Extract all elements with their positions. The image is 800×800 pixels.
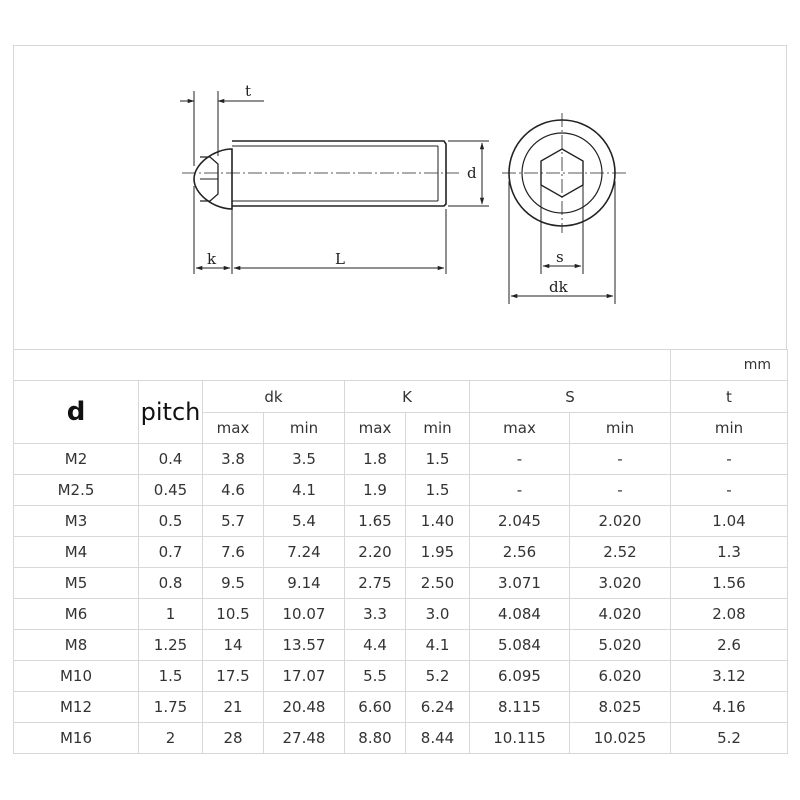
table-cell: 2.045 [470,506,570,537]
table-cell: 2.52 [570,537,671,568]
drawing-frame [13,45,787,350]
table-cell: 17.5 [203,661,264,692]
table-cell: 1.8 [345,444,406,475]
table-cell: 1.04 [671,506,788,537]
table-row [14,537,788,568]
table-cell: - [470,475,570,506]
label-k: k [207,250,217,268]
units-row [14,350,788,381]
screw-side-view [182,141,459,209]
table-cell: 3.5 [264,444,345,475]
subheader-K-max: max [345,413,406,444]
header-dk: dk [203,381,345,413]
table-cell: 1.65 [345,506,406,537]
table-cell: 7.24 [264,537,345,568]
label-t: t [245,82,252,100]
table-cell: 10.025 [570,723,671,754]
table-cell: 13.57 [264,630,345,661]
table-cell: 1.9 [345,475,406,506]
table-cell: 14 [203,630,264,661]
table-cell: M5 [14,568,139,599]
table-cell: 1.56 [671,568,788,599]
table-cell: M10 [14,661,139,692]
table-cell: 5.4 [264,506,345,537]
subheader-dk-min: min [264,413,345,444]
button-head-screw-drawing [14,46,788,351]
table-cell: - [570,444,671,475]
table-cell: 1.75 [139,692,203,723]
table-cell: 3.8 [203,444,264,475]
table-row [14,692,788,723]
table-cell: M2 [14,444,139,475]
table-cell: 1.5 [139,661,203,692]
table-cell: M4 [14,537,139,568]
units-label: mm [671,350,788,381]
table-cell: M8 [14,630,139,661]
table-row [14,568,788,599]
table-cell: 2.08 [671,599,788,630]
table-cell: 5.2 [406,661,470,692]
table-cell: 9.5 [203,568,264,599]
table-cell: 0.8 [139,568,203,599]
table-cell: 0.5 [139,506,203,537]
header-d: d [14,381,139,444]
table-cell: M2.5 [14,475,139,506]
table-cell: - [671,444,788,475]
table-row [14,506,788,537]
subheader-K-min: min [406,413,470,444]
header-t: t [671,381,788,413]
table-cell: 20.48 [264,692,345,723]
table-cell: 2.6 [671,630,788,661]
table-row [14,599,788,630]
table-cell: 6.24 [406,692,470,723]
table-cell: 10.5 [203,599,264,630]
table-cell: 9.14 [264,568,345,599]
subheader-S-min: min [570,413,671,444]
label-dk: dk [549,278,568,296]
table-row [14,723,788,754]
label-s: s [556,248,564,266]
table-cell: 27.48 [264,723,345,754]
table-cell: 3.12 [671,661,788,692]
table-cell: 0.4 [139,444,203,475]
label-L: L [335,250,345,268]
header-S: S [470,381,671,413]
subheader-S-max: max [470,413,570,444]
table-cell: 3.020 [570,568,671,599]
table-cell: M3 [14,506,139,537]
header-pitch: pitch [139,381,203,444]
table-cell: 8.115 [470,692,570,723]
dimension-table [13,349,788,754]
table-cell: 1.25 [139,630,203,661]
table-cell: 4.1 [264,475,345,506]
table-cell: 3.0 [406,599,470,630]
table-cell: 2.20 [345,537,406,568]
table-cell: 5.020 [570,630,671,661]
table-cell: - [671,475,788,506]
header-K: K [345,381,470,413]
table-cell: 4.084 [470,599,570,630]
dim-t [180,91,264,166]
table-cell: 3.3 [345,599,406,630]
table-cell: - [570,475,671,506]
table-cell: 28 [203,723,264,754]
table-cell: 2.56 [470,537,570,568]
table-row [14,661,788,692]
table-cell: 8.44 [406,723,470,754]
table-cell: M6 [14,599,139,630]
table-cell: 0.45 [139,475,203,506]
table-cell: 1.5 [406,475,470,506]
table-cell: 2.50 [406,568,470,599]
table-cell: 1 [139,599,203,630]
table-row [14,444,788,475]
table-cell: - [470,444,570,475]
table-cell: 2.020 [570,506,671,537]
table-row [14,475,788,506]
screw-end-view [502,113,626,233]
table-cell: 10.07 [264,599,345,630]
table-cell: 8.80 [345,723,406,754]
table-cell: 6.020 [570,661,671,692]
table-cell: 10.115 [470,723,570,754]
table-cell: 5.5 [345,661,406,692]
table-cell: 21 [203,692,264,723]
table-cell: 4.6 [203,475,264,506]
table-cell: 4.020 [570,599,671,630]
table-cell: 5.7 [203,506,264,537]
table-cell: 6.60 [345,692,406,723]
table-cell: 0.7 [139,537,203,568]
label-d: d [467,164,477,182]
subheader-dk-max: max [203,413,264,444]
table-cell: 2 [139,723,203,754]
table-cell: 4.16 [671,692,788,723]
table-cell: 1.5 [406,444,470,475]
header-row [14,381,788,413]
table-cell: 3.071 [470,568,570,599]
table-cell: M12 [14,692,139,723]
table-cell: 2.75 [345,568,406,599]
table-cell: 4.4 [345,630,406,661]
table-cell: 1.95 [406,537,470,568]
table-cell: 5.084 [470,630,570,661]
screw-shank [232,141,446,206]
table-cell: 17.07 [264,661,345,692]
table-row [14,630,788,661]
table-cell: 5.2 [671,723,788,754]
table-cell: 8.025 [570,692,671,723]
table-cell: 1.40 [406,506,470,537]
table-cell: 7.6 [203,537,264,568]
table-cell: 4.1 [406,630,470,661]
table-cell: M16 [14,723,139,754]
subheader-t-min: min [671,413,788,444]
table-cell: 1.3 [671,537,788,568]
table-cell: 6.095 [470,661,570,692]
